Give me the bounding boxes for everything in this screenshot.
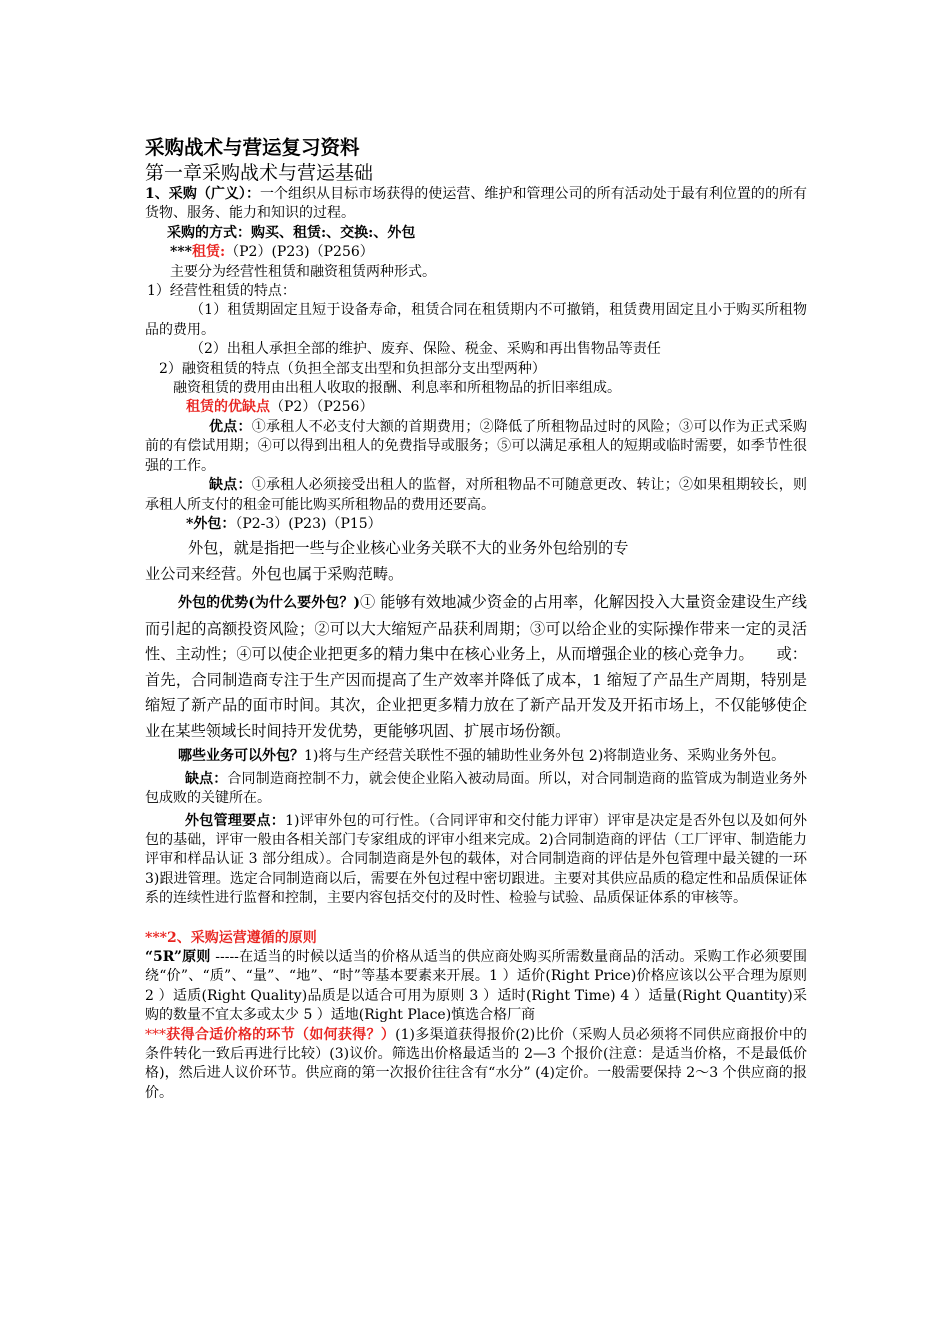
spacer (145, 909, 807, 929)
purchase-methods: 采购的方式：购买、租赁:、交换:、外包 (167, 224, 416, 241)
outsourcing-def-line1: 外包，就是指把一些与企业核心业务关联不大的业务外包给别的专 (188, 539, 629, 558)
operating-lease-title: 1）经营性租赁的特点： (147, 283, 296, 300)
pros-cons-label: 租赁的优缺点 (186, 399, 270, 416)
lease-refs: （P2）(P23)（P256） (225, 244, 374, 261)
finance-lease-title: 2）融资租赁的特点（负担全部支出型和负担部分支出型两种） (159, 360, 546, 377)
section-2-heading: ***2、采购运营遵循的原则 (145, 929, 317, 946)
price-steps (145, 1026, 807, 1104)
price-label: 获得合适价格的环节（如何获得？） (166, 1026, 396, 1043)
five-r-label: “5R”原则 (145, 948, 211, 965)
pros-cons-refs: （P2）（P256） (270, 399, 374, 416)
cons-text: ①承租人必须接受出租人的监督，对所租物品不可随意更改、转让；②如果租期较长，则承租人所支付的租金可能比购买所租物品的费用还要高。 (145, 477, 808, 513)
lease-pros (145, 418, 807, 476)
which-outsource (145, 747, 807, 766)
cons-label: 缺点： (209, 477, 252, 494)
five-r-principle (145, 948, 807, 1026)
which-label: 哪些业务可以外包？ (178, 748, 304, 765)
lease-pros-cons-heading (145, 398, 807, 417)
outsourcing-refs: （P2-3）(P23)（P15） (235, 515, 382, 532)
price-stars: *** (145, 1026, 166, 1043)
outsourcing-label: *外包： (186, 515, 236, 532)
outsourcing-def-line2: 业公司来经营。外包也属于采购范畴。 (145, 564, 404, 583)
advantages-label: 外包的优势(为什么要外包？) (178, 595, 360, 612)
purchase-definition (145, 185, 807, 224)
outsourcing-cons-label: 缺点： (185, 770, 228, 787)
lease-cons (145, 476, 807, 515)
outsourcing-advantages (145, 590, 807, 744)
purchase-label: 1、采购（广义）： (145, 186, 260, 202)
finance-lease-text: 融资租赁的费用由出租人收取的报酬、利息率和所租物品的折旧率组成。 (173, 380, 621, 397)
document-page (145, 134, 807, 1103)
five-r-text: -----在适当的时候以适当的价格从适当的供应商处购买所需数量商品的活动。采购工作必须要围绕“价”、“质”、“量”、“地”、“时”等基本要素来开展。1 ）适价(Right Price)价格应该以公平合理为原则 2 ）适质(Right Quality)品质是以适合可用为原则 3 ）适时(Right Time) 4 ）适量(Right Quantity)采购的数量不宜太多或太少 5 ）适地(Right Place)慎选合格厂商 (145, 948, 807, 1024)
outsourcing-cons (145, 770, 807, 809)
price-text: (1)多渠道获得报价(2)比价（采购人员必须将不同供应商报价中的条件转化一致后再进行比较）(3)议价。筛选出价格最适当的 2—3 个报价(注意：是适当价格，不是最低价格)，然后进人议价环节。供应商的第一次报价往往含有“水分” (4)定价。一般需要保持 2～3 个供应商的报价。 (145, 1026, 807, 1101)
lease-forms: 主要分为经营性租赁和融资租赁两种形式。 (170, 263, 436, 280)
lease-stars: *** (170, 244, 192, 261)
which-text: 1)将与生产经营关联性不强的辅助性业务外包 2)将制造业务、采购业务外包。 (304, 748, 786, 765)
pros-text: ①承租人不必支付大额的首期费用；②降低了所租物品过时的风险；③可以作为正式采购前的有偿试用期；④可以得到出租人的免费指导或服务；⑤可以满足承租人的短期或临时需要，如季节性很强的工作。 (145, 418, 808, 474)
operating-lease-point-2: （2）出租人承担全部的维护、废弃、保险、税金、采购和再出售物品等责任 (190, 341, 661, 358)
outsourcing-management (145, 812, 807, 909)
chapter-title: 第一章采购战术与营运基础 (145, 162, 374, 184)
lease-label: 租赁: (191, 244, 226, 261)
doc-title: 采购战术与营运复习资料 (145, 136, 360, 159)
outsourcing-heading (145, 515, 807, 534)
management-text: 1)评审外包的可行性。（合同评审和交付能力评审）评审是决定是否外包以及如何外包的基础，评审一般由各相关部门专家组成的评审小组来完成。2)合同制造商的评估（工厂评审、制造能力评审和样品认证 3 部分组成）。合同制造商是外包的载体，对合同制造商的评估是外包管理中最关键的一环 3)跟进管理。选定合同制造商以后，需要在外包过程中密切跟进。主要对其供应品质的稳定性和品质保证体系的连续性进行监督和控制，主要内容包括交付的及时性、检验与试验、品质保证体系的审核等。 (145, 812, 807, 907)
purchase-text: 一个组织从目标市场获得的使运营、维护和管理公司的所有活动处于最有利位置的的所有货物、服务、能力和知识的过程。 (145, 186, 807, 222)
management-label: 外包管理要点： (185, 812, 286, 829)
lease-heading (145, 243, 807, 262)
outsourcing-cons-text: 合同制造商控制不力，就会使企业陷入被动局面。所以，对合同制造商的监管成为制造业务外包成败的关键所在。 (145, 770, 808, 807)
pros-label: 优点： (209, 418, 252, 435)
operating-lease-point-1: （1）租赁期固定且短于设备寿命，租赁合同在租赁期内不可撤销，租赁费用固定且小于购买所租物品的费用。 (145, 302, 807, 338)
advantages-text: ① 能够有效地减少资金的占用率，化解因投入大量资金建设生产线而引起的高额投资风险；②可以大大缩短产品获利周期；③可以给企业的实际操作带来一定的灵活性、主动性；④可以使企业把更多的精力集中在核心业务上，从而增强企业的核心竞争力。 或：首先，合同制造商专注于生产因而提高了生产效率并降低了成本，1 缩短了产品生产周期，特别是缩短了新产品的面市时间。其次，企业把更多精力放在了新产品开发及开拓市场上，不仅能够使企业在某些领域长时间持开发优势，更能够巩固、扩展市场份额。 (145, 593, 807, 740)
